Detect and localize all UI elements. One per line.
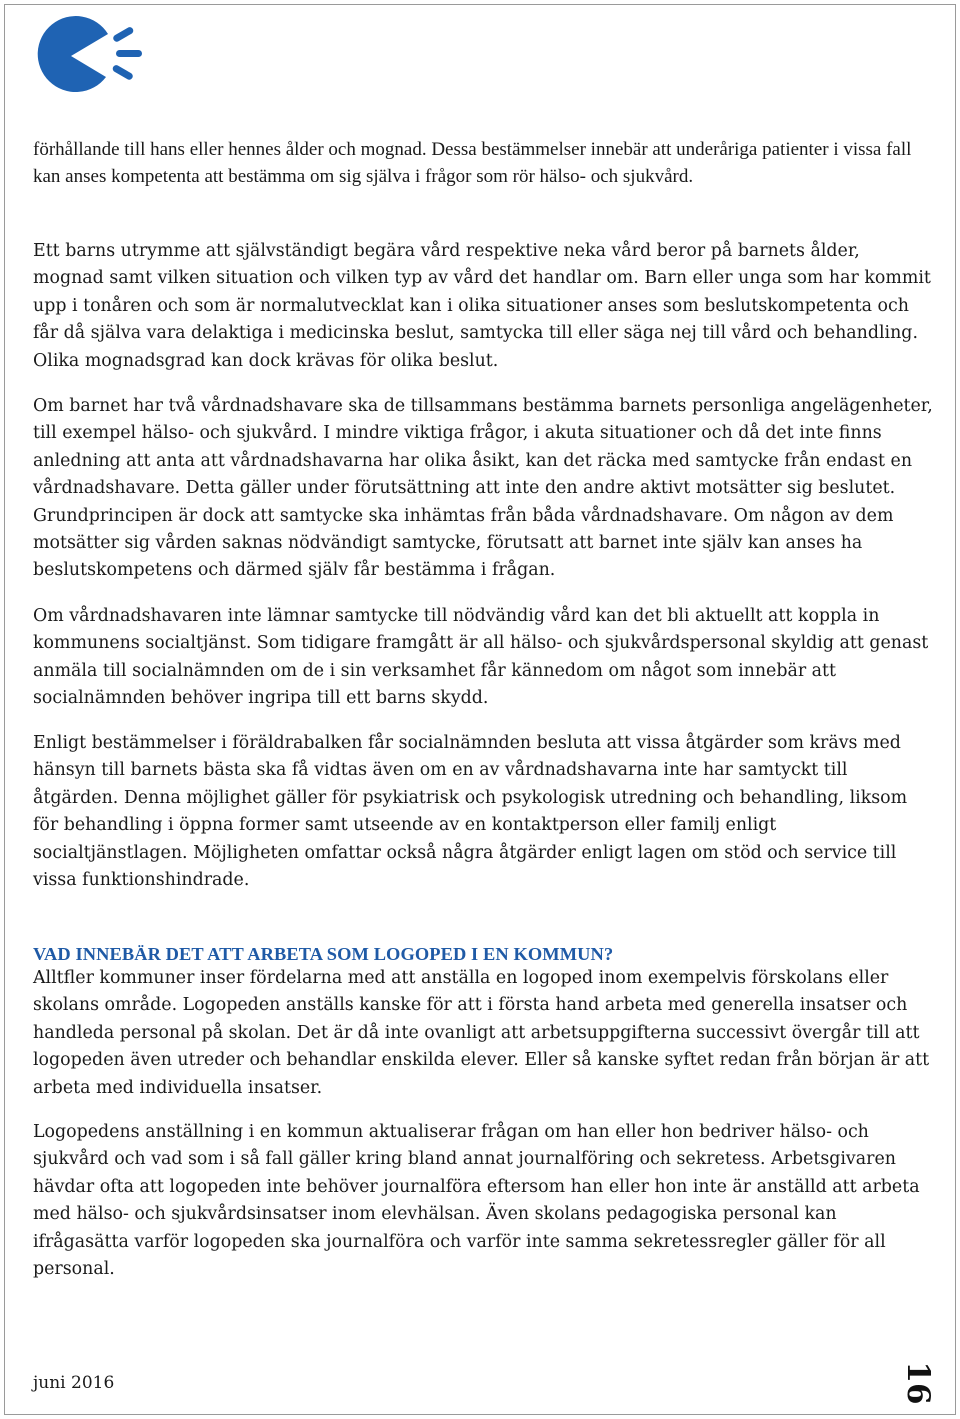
footer-date: juni 2016 xyxy=(33,1373,115,1393)
paragraph: Enligt bestämmelser i föräldrabalken får socialnämnden besluta att vissa åtgärder som krävs med hänsyn till barnets bästa ska få vidtas även om en av vårdnadshavarna inte har samtyckt till åtgärden. Denna möjlighet gäller för psykiatrisk och psykologisk utredning och behandling, liksom för behandling i öppna former samt utseende av en kontaktperson eller familj enligt socialtjänstlagen. Möjligheten omfattar också några åtgärder enligt lagen om stöd och service till vissa funktionshindrade. xyxy=(33,733,908,891)
paragraph: Alltfler kommuner inser fördelarna med att anställa en logoped inom exempelvis förskolans eller skolans område. Logopeden anställs kanske för att i första hand arbeta med generella insatser och handleda personal på skolan. Det är då inte ovanligt att arbetsuppgifterna successivt övergår till att logopeden även utreder och behandlar enskilda elever. Eller så kanske syftet redan från början är att arbeta med individuella insatser. xyxy=(33,968,930,1098)
page-number: 16 xyxy=(900,1361,936,1405)
paragraph: Om vårdnadshavaren inte lämnar samtycke till nödvändig vård kan det bli aktuellt att koppla in kommunens socialtjänst. Som tidigare framgått är all hälso- och sjukvårdspersonal skyldig att genast anmäla till socialnämnden om de i sin verksamhet får kännedom om något som innebär att socialnämnden behöver ingripa till ett barns skydd. xyxy=(33,606,929,709)
speaking-mouth-logo-icon xyxy=(30,14,146,98)
paragraph: Om barnet har två vårdnadshavare ska de tillsammans bestämma barnets personliga angelägenheter, till exempel hälso- och sjukvård. I mindre viktiga frågor, i akuta situationer och då det inte finns anledning att anta att vårdnadshavarna har olika åsikt, kan det räcka med samtycke från endast en vårdnadshavare. Detta gäller under förutsättning att inte den andre aktivt motsätter sig beslutet. Grundprincipen är dock att samtycke ska inhämtas från båda vårdnadshavare. Om någon av dem motsätter sig vården saknas nödvändigt samtycke, förutsatt att barnet inte själv kan anses ha beslutskompetens och därmed själv får bestämma i frågan. xyxy=(33,396,933,581)
paragraph: förhållande till hans eller hennes ålder och mognad. Dessa bestämmelser innebär att underåriga patienter i vissa fall kan anses kompetenta att bestämma om sig själva i frågor som rör hälso- och sjukvård. xyxy=(33,139,912,187)
paragraph: Ett barns utrymme att självständigt begära vård respektive neka vård beror på barnets ålder, mognad samt vilken situation och vilken typ av vård det handlar om. Barn eller unga som har kommit upp i tonåren och som är normalutvecklat kan i olika situationer anses som beslutskompetenta och får då själva vara delaktiga i medicinska beslut, samtycka till eller säga nej till vård och behandling. Olika mognadsgrad kan dock krävas för olika beslut. xyxy=(33,241,931,371)
section-heading: VAD INNEBÄR DET ATT ARBETA SOM LOGOPED I EN KOMMUN? xyxy=(33,944,614,964)
paragraph: Logopedens anställning i en kommun aktualiserar frågan om han eller hon bedriver hälso- och sjukvård och vad som i så fall gäller kring bland annat journalföring och sekretess. Arbetsgivaren hävdar ofta att logopeden inte behöver journalföra eftersom han eller hon inte är anställd att arbeta med hälso- och sjukvårdsinsatser inom elevhälsan. Även skolans pedagogiska personal kan ifrågasätta varför logopeden ska journalföra och varför inte samma sekretessregler gäller för all personal. xyxy=(33,1122,920,1280)
